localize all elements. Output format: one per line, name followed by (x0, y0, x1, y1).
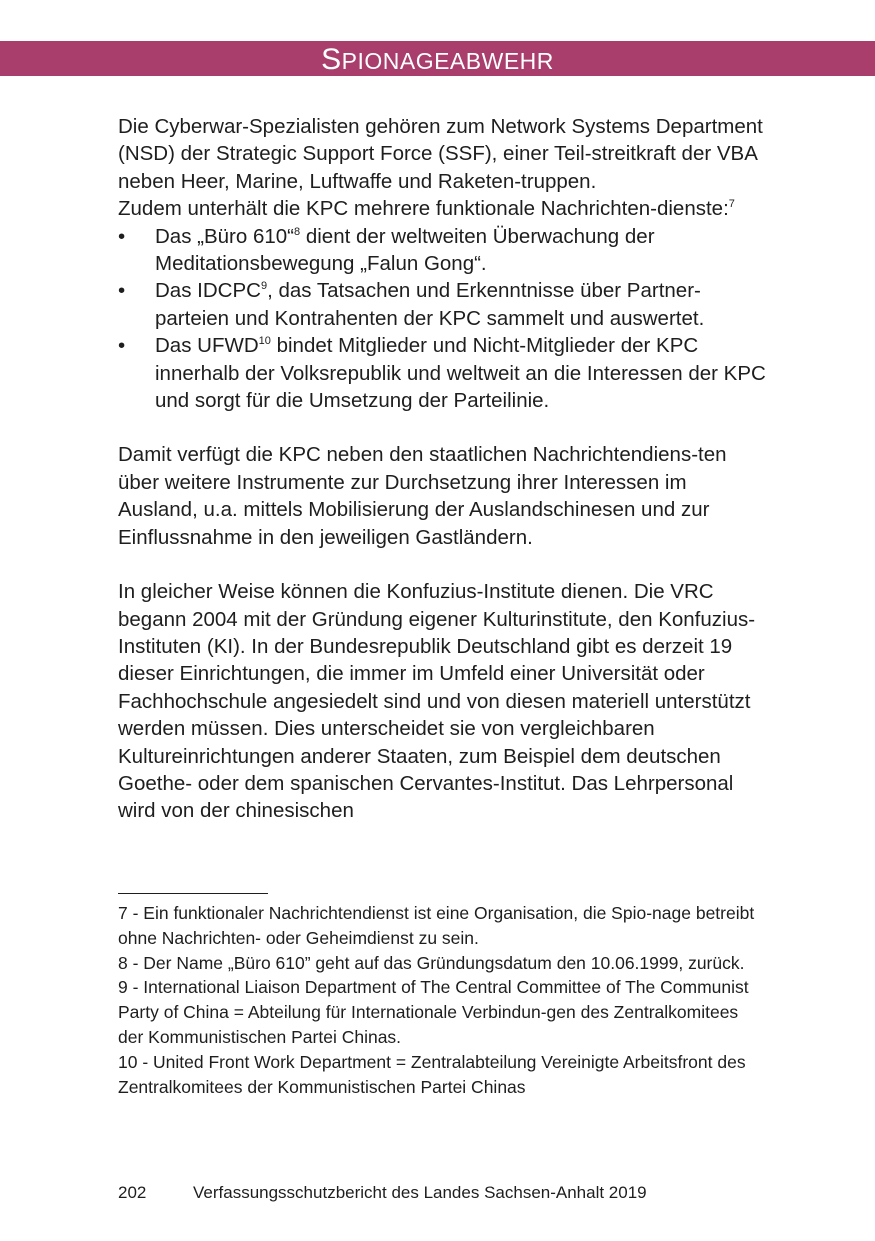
section-title (0, 41, 875, 76)
footnote-ref-10: 10 (258, 335, 271, 348)
paragraph-spacer (118, 414, 768, 441)
list-item (118, 277, 768, 332)
footnote-ref-9: 9 (260, 280, 268, 293)
paragraph-confucius-institutes: In gleicher Weise können die Konfuzius-Institute dienen. Die VRC begann 2004 mit der Gründung eigener Kulturinstitute, den Konfuzius-Instituten (KI). In der Bundesrepublik Deutschland gibt es derzeit 19 dieser Einrichtungen, die immer im Umfeld einer Universität oder Fachhochschule angesiedelt sind und von diesen materiell unterstützt werden müssen. Dies unterscheidet sie von vergleichbaren Kultureinrichtungen anderer Staaten, zum Beispiel dem deutschen Goethe- oder dem spanischen Cervantes-Institut. Das Lehrpersonal wird von der chinesischen (118, 580, 756, 823)
list-item-text: bindet Mitglieder und Nicht-Mitglieder der KPC innerhalb der Volksrepublik und weltweit an die Interessen der KPC und sorgt für die Umsetzung der Parteilinie. (155, 334, 766, 413)
footnotes (118, 901, 758, 1099)
bullet-marker: • (118, 334, 126, 358)
intro-services-text: Zudem unterhält die KPC mehrere funktionale Nachrichten-dienste: (118, 197, 729, 221)
page-number: 202 (118, 1183, 147, 1202)
list-item-text: dient der weltweiten Überwachung der Meditationsbewegung „Falun Gong“. (155, 224, 655, 276)
footnote-9: 9 - International Liaison Department of The Central Committee of The Communist Party of China = Abteilung für Internationale Verbindun-gen des Zentralkomitees der Kommunistischen Partei Chinas. (118, 977, 749, 1047)
paragraph-cyberwar: Die Cyberwar-Spezialisten gehören zum Network Systems Department (NSD) der Strategic Support Force (SSF), einer Teil-streitkraft der VBA neben Heer, Marine, Luftwaffe und Raketen-truppen. (118, 115, 763, 193)
list-item-text: Das UFWD (155, 334, 259, 358)
page-footer (118, 1182, 758, 1204)
footnote-divider (118, 893, 268, 894)
list-item (118, 332, 768, 414)
services-list (118, 223, 768, 415)
list-item-text: Das IDCPC (155, 279, 261, 303)
publication-title: Verfassungsschutzbericht des Landes Sachsen-Anhalt 2019 (193, 1183, 647, 1202)
section-title-rest: PIONAGEABWEHR (341, 48, 554, 74)
section-header-band (0, 41, 875, 76)
footnote-10: 10 - United Front Work Department = Zentralabteilung Vereinigte Arbeitsfront des Zentralkomitees der Kommunistischen Partei Chinas (118, 1051, 746, 1097)
list-item-text: Das „Büro 610“ (155, 224, 295, 248)
paragraph-intro-services (118, 195, 768, 222)
list-item-text: , das Tatsachen und Erkenntnisse über Partner-parteien und Kontrahenten der KPC sammelt und auswertet. (155, 279, 705, 330)
paragraph-instruments: Damit verfügt die KPC neben den staatlichen Nachrichtendiens-ten über weitere Instrumente zur Durchsetzung ihrer Interessen im Ausland, u.a. mittels Mobilisierung der Auslandschinesen und zur Einflussnahme in den jeweiligen Gastländern. (118, 443, 727, 549)
bullet-marker: • (118, 224, 126, 248)
bullet-marker: • (118, 279, 126, 303)
main-text (118, 113, 768, 825)
footnote-ref-7: 7 (728, 198, 735, 211)
footnote-7: 7 - Ein funktionaler Nachrichtendienst ist eine Organisation, die Spio-nage betreibt ohne Nachrichten- oder Geheimdienst zu sein. (118, 903, 755, 948)
list-item (118, 223, 768, 278)
footnote-ref-8: 8 (294, 225, 301, 238)
paragraph-spacer (118, 551, 768, 578)
footnote-8: 8 - Der Name „Büro 610” geht auf das Gründungsdatum den 10.06.1999, zurück. (118, 952, 745, 973)
section-title-initial: S (321, 43, 342, 76)
